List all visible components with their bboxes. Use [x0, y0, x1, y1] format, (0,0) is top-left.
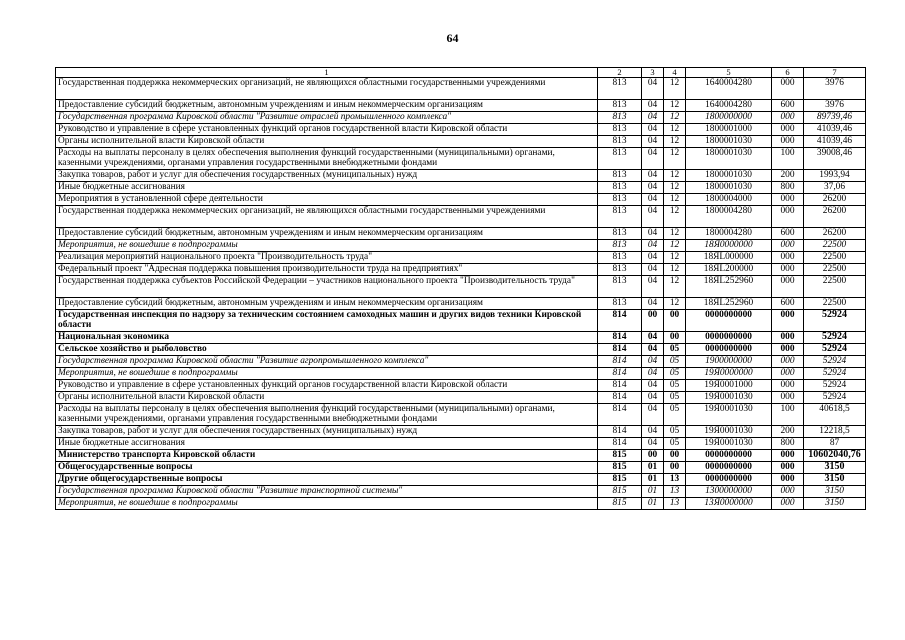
subsection-code-cell: 12 — [664, 124, 686, 136]
section-code-cell: 04 — [642, 380, 664, 392]
amount-cell: 89739,46 — [804, 112, 866, 124]
table-row — [56, 148, 866, 170]
ministry-code-cell: 814 — [598, 344, 642, 356]
ministry-code-cell: 815 — [598, 486, 642, 498]
section-code-cell: 04 — [642, 182, 664, 194]
ministry-code-cell: 814 — [598, 404, 642, 426]
item-name-cell: Мероприятия, не вошедшие в подпрограммы — [56, 240, 598, 252]
ministry-code-cell: 813 — [598, 78, 642, 100]
section-code-cell: 00 — [642, 310, 664, 332]
expense-type-code-cell: 800 — [772, 182, 804, 194]
subsection-code-cell: 05 — [664, 368, 686, 380]
expense-type-code-cell: 200 — [772, 170, 804, 182]
target-item-code-cell: 0000000000 — [686, 450, 772, 462]
table-row — [56, 194, 866, 206]
subsection-code-cell: 12 — [664, 298, 686, 310]
expense-type-code-cell: 000 — [772, 462, 804, 474]
expense-type-code-cell: 000 — [772, 450, 804, 462]
item-name-cell: Органы исполнительной власти Кировской области — [56, 392, 598, 404]
table-row — [56, 206, 866, 228]
section-code-cell: 04 — [642, 206, 664, 228]
amount-cell: 1993,94 — [804, 170, 866, 182]
header-cell: 1 — [56, 68, 598, 78]
target-item-code-cell: 0000000000 — [686, 344, 772, 356]
expense-type-code-cell: 000 — [772, 310, 804, 332]
item-name-cell: Расходы на выплаты персоналу в целях обеспечения выполнения функций государственными (муниципальными) органами, казенными учреждениями, органами управления государственными внебюджетными фондами — [56, 148, 598, 170]
item-name-cell: Национальная экономика — [56, 332, 598, 344]
ministry-code-cell: 813 — [598, 276, 642, 298]
table-row — [56, 100, 866, 112]
table-row — [56, 426, 866, 438]
expense-type-code-cell: 200 — [772, 426, 804, 438]
table-row — [56, 264, 866, 276]
ministry-code-cell: 813 — [598, 170, 642, 182]
amount-cell: 26200 — [804, 194, 866, 206]
amount-cell: 3150 — [804, 498, 866, 510]
target-item-code-cell: 0000000000 — [686, 474, 772, 486]
ministry-code-cell: 813 — [598, 148, 642, 170]
subsection-code-cell: 12 — [664, 228, 686, 240]
subsection-code-cell: 13 — [664, 498, 686, 510]
ministry-code-cell: 814 — [598, 356, 642, 368]
amount-cell: 52924 — [804, 392, 866, 404]
target-item-code-cell: 0000000000 — [686, 332, 772, 344]
subsection-code-cell: 12 — [664, 112, 686, 124]
expense-type-code-cell: 600 — [772, 100, 804, 112]
ministry-code-cell: 814 — [598, 380, 642, 392]
amount-cell: 52924 — [804, 356, 866, 368]
item-name-cell: Предоставление субсидий бюджетным, автономным учреждениям и иным некоммерческим организациям — [56, 298, 598, 310]
target-item-code-cell: 1800001030 — [686, 182, 772, 194]
table-row — [56, 310, 866, 332]
target-item-code-cell: 1640004280 — [686, 100, 772, 112]
header-cell: 7 — [804, 68, 866, 78]
subsection-code-cell: 12 — [664, 206, 686, 228]
table-row — [56, 298, 866, 310]
ministry-code-cell: 813 — [598, 194, 642, 206]
expense-type-code-cell: 000 — [772, 474, 804, 486]
header-cell: 5 — [686, 68, 772, 78]
amount-cell: 3150 — [804, 474, 866, 486]
expense-type-code-cell: 100 — [772, 148, 804, 170]
section-code-cell: 01 — [642, 498, 664, 510]
expense-type-code-cell: 000 — [772, 206, 804, 228]
table-row — [56, 136, 866, 148]
item-name-cell: Руководство и управление в сфере установленных функций органов государственной власти Кировской области — [56, 124, 598, 136]
ministry-code-cell: 813 — [598, 252, 642, 264]
subsection-code-cell: 00 — [664, 310, 686, 332]
item-name-cell: Другие общегосударственные вопросы — [56, 474, 598, 486]
table-row — [56, 332, 866, 344]
item-name-cell: Расходы на выплаты персоналу в целях обеспечения выполнения функций государственными (муниципальными) органами, казенными учреждениями, органами управления государственными внебюджетными фондами — [56, 404, 598, 426]
expense-type-code-cell: 000 — [772, 392, 804, 404]
section-code-cell: 04 — [642, 124, 664, 136]
section-code-cell: 00 — [642, 450, 664, 462]
item-name-cell: Закупка товаров, работ и услуг для обеспечения государственных (муниципальных) нужд — [56, 426, 598, 438]
section-code-cell: 01 — [642, 474, 664, 486]
ministry-code-cell: 813 — [598, 112, 642, 124]
subsection-code-cell: 05 — [664, 392, 686, 404]
table-row — [56, 356, 866, 368]
item-name-cell: Государственная поддержка некоммерческих организаций, не являющихся областными государственными учреждениями — [56, 78, 598, 100]
amount-cell: 52924 — [804, 368, 866, 380]
expense-type-code-cell: 000 — [772, 332, 804, 344]
amount-cell: 52924 — [804, 332, 866, 344]
amount-cell: 22500 — [804, 240, 866, 252]
expense-type-code-cell: 000 — [772, 240, 804, 252]
target-item-code-cell: 18ЯL252960 — [686, 298, 772, 310]
expense-type-code-cell: 000 — [772, 498, 804, 510]
ministry-code-cell: 815 — [598, 498, 642, 510]
amount-cell: 37,06 — [804, 182, 866, 194]
table-row — [56, 462, 866, 474]
expense-type-code-cell: 000 — [772, 344, 804, 356]
section-code-cell: 04 — [642, 112, 664, 124]
item-name-cell: Государственная поддержка субъектов Российской Федерации – участников национального проекта "Производительность труда" — [56, 276, 598, 298]
budget-table — [55, 67, 866, 510]
section-code-cell: 04 — [642, 240, 664, 252]
ministry-code-cell: 815 — [598, 450, 642, 462]
table-body — [56, 68, 866, 510]
target-item-code-cell: 1800001030 — [686, 170, 772, 182]
table-row — [56, 474, 866, 486]
expense-type-code-cell: 000 — [772, 78, 804, 100]
subsection-code-cell: 00 — [664, 450, 686, 462]
table-row — [56, 404, 866, 426]
header-cell: 6 — [772, 68, 804, 78]
target-item-code-cell: 13Я0000000 — [686, 498, 772, 510]
target-item-code-cell: 1800004280 — [686, 206, 772, 228]
section-code-cell: 04 — [642, 252, 664, 264]
item-name-cell: Мероприятия, не вошедшие в подпрограммы — [56, 498, 598, 510]
table-row — [56, 498, 866, 510]
amount-cell: 3150 — [804, 486, 866, 498]
section-code-cell: 04 — [642, 276, 664, 298]
subsection-code-cell: 12 — [664, 136, 686, 148]
item-name-cell: Министерство транспорта Кировской области — [56, 450, 598, 462]
header-cell: 3 — [642, 68, 664, 78]
table-row — [56, 228, 866, 240]
section-code-cell: 04 — [642, 356, 664, 368]
subsection-code-cell: 12 — [664, 170, 686, 182]
table-row — [56, 368, 866, 380]
item-name-cell: Федеральный проект "Адресная поддержка повышения производительности труда на предприятиях" — [56, 264, 598, 276]
item-name-cell: Предоставление субсидий бюджетным, автономным учреждениям и иным некоммерческим организациям — [56, 228, 598, 240]
amount-cell: 41039,46 — [804, 124, 866, 136]
item-name-cell: Иные бюджетные ассигнования — [56, 438, 598, 450]
table-row — [56, 344, 866, 356]
subsection-code-cell: 05 — [664, 344, 686, 356]
subsection-code-cell: 05 — [664, 380, 686, 392]
expense-type-code-cell: 000 — [772, 380, 804, 392]
amount-cell: 3976 — [804, 100, 866, 112]
expense-type-code-cell: 000 — [772, 252, 804, 264]
amount-cell: 52924 — [804, 344, 866, 356]
table-row — [56, 486, 866, 498]
table-row — [56, 182, 866, 194]
subsection-code-cell: 12 — [664, 264, 686, 276]
target-item-code-cell: 1640004280 — [686, 78, 772, 100]
subsection-code-cell: 12 — [664, 100, 686, 112]
section-code-cell: 04 — [642, 426, 664, 438]
target-item-code-cell: 19Я0001030 — [686, 392, 772, 404]
item-name-cell: Государственная программа Кировской области "Развитие отраслей промышленного комплекса" — [56, 112, 598, 124]
header-cell: 4 — [664, 68, 686, 78]
expense-type-code-cell: 600 — [772, 228, 804, 240]
ministry-code-cell: 814 — [598, 332, 642, 344]
item-name-cell: Сельское хозяйство и рыболовство — [56, 344, 598, 356]
ministry-code-cell: 813 — [598, 240, 642, 252]
amount-cell: 22500 — [804, 264, 866, 276]
table-row — [56, 78, 866, 100]
target-item-code-cell: 1800001030 — [686, 148, 772, 170]
table-row — [56, 276, 866, 298]
subsection-code-cell: 05 — [664, 356, 686, 368]
target-item-code-cell: 1800000000 — [686, 112, 772, 124]
subsection-code-cell: 12 — [664, 182, 686, 194]
target-item-code-cell: 1800004000 — [686, 194, 772, 206]
ministry-code-cell: 813 — [598, 136, 642, 148]
amount-cell: 22500 — [804, 298, 866, 310]
amount-cell: 12218,5 — [804, 426, 866, 438]
section-code-cell: 01 — [642, 486, 664, 498]
item-name-cell: Государственная инспекция по надзору за техническим состоянием самоходных машин и других видов техники Кировской области — [56, 310, 598, 332]
ministry-code-cell: 813 — [598, 182, 642, 194]
expense-type-code-cell: 000 — [772, 276, 804, 298]
section-code-cell: 04 — [642, 78, 664, 100]
table-row — [56, 252, 866, 264]
ministry-code-cell: 814 — [598, 426, 642, 438]
item-name-cell: Государственная поддержка некоммерческих организаций, не являющихся областными государственными учреждениями — [56, 206, 598, 228]
subsection-code-cell: 12 — [664, 78, 686, 100]
table-row — [56, 380, 866, 392]
target-item-code-cell: 1800004280 — [686, 228, 772, 240]
expense-type-code-cell: 000 — [772, 112, 804, 124]
amount-cell: 26200 — [804, 228, 866, 240]
target-item-code-cell: 1800001030 — [686, 136, 772, 148]
target-item-code-cell: 18ЯL000000 — [686, 252, 772, 264]
header-cell: 2 — [598, 68, 642, 78]
subsection-code-cell: 00 — [664, 462, 686, 474]
section-code-cell: 04 — [642, 148, 664, 170]
ministry-code-cell: 813 — [598, 124, 642, 136]
item-name-cell: Предоставление субсидий бюджетным, автономным учреждениям и иным некоммерческим организациям — [56, 100, 598, 112]
target-item-code-cell: 0000000000 — [686, 310, 772, 332]
table-header-row — [56, 68, 866, 78]
section-code-cell: 04 — [642, 264, 664, 276]
table-row — [56, 392, 866, 404]
amount-cell: 52924 — [804, 310, 866, 332]
target-item-code-cell: 19Я0001030 — [686, 438, 772, 450]
amount-cell: 3150 — [804, 462, 866, 474]
item-name-cell: Руководство и управление в сфере установленных функций органов государственной власти Кировской области — [56, 380, 598, 392]
section-code-cell: 04 — [642, 136, 664, 148]
amount-cell: 22500 — [804, 276, 866, 298]
ministry-code-cell: 813 — [598, 298, 642, 310]
ministry-code-cell: 813 — [598, 206, 642, 228]
ministry-code-cell: 813 — [598, 100, 642, 112]
section-code-cell: 04 — [642, 170, 664, 182]
expense-type-code-cell: 000 — [772, 486, 804, 498]
expense-type-code-cell: 800 — [772, 438, 804, 450]
table-row — [56, 112, 866, 124]
section-code-cell: 01 — [642, 462, 664, 474]
amount-cell: 41039,46 — [804, 136, 866, 148]
target-item-code-cell: 1300000000 — [686, 486, 772, 498]
subsection-code-cell: 12 — [664, 194, 686, 206]
table-row — [56, 124, 866, 136]
item-name-cell: Органы исполнительной власти Кировской области — [56, 136, 598, 148]
table-row — [56, 240, 866, 252]
expense-type-code-cell: 000 — [772, 368, 804, 380]
section-code-cell: 04 — [642, 392, 664, 404]
section-code-cell: 04 — [642, 368, 664, 380]
subsection-code-cell: 05 — [664, 404, 686, 426]
item-name-cell: Общегосударственные вопросы — [56, 462, 598, 474]
subsection-code-cell: 05 — [664, 438, 686, 450]
amount-cell: 22500 — [804, 252, 866, 264]
expense-type-code-cell: 100 — [772, 404, 804, 426]
subsection-code-cell: 00 — [664, 332, 686, 344]
amount-cell: 26200 — [804, 206, 866, 228]
ministry-code-cell: 814 — [598, 392, 642, 404]
section-code-cell: 04 — [642, 438, 664, 450]
page-number: 64 — [446, 31, 459, 45]
ministry-code-cell: 815 — [598, 462, 642, 474]
subsection-code-cell: 13 — [664, 474, 686, 486]
target-item-code-cell: 18Я0000000 — [686, 240, 772, 252]
target-item-code-cell: 19Я0001000 — [686, 380, 772, 392]
section-code-cell: 04 — [642, 332, 664, 344]
section-code-cell: 04 — [642, 404, 664, 426]
section-code-cell: 04 — [642, 228, 664, 240]
target-item-code-cell: 0000000000 — [686, 462, 772, 474]
item-name-cell: Государственная программа Кировской области "Развитие транспортной системы" — [56, 486, 598, 498]
target-item-code-cell: 19Я0001030 — [686, 426, 772, 438]
ministry-code-cell: 815 — [598, 474, 642, 486]
item-name-cell: Мероприятия в установленной сфере деятельности — [56, 194, 598, 206]
amount-cell: 10602040,76 — [804, 450, 866, 462]
expense-type-code-cell: 000 — [772, 124, 804, 136]
subsection-code-cell: 12 — [664, 148, 686, 170]
section-code-cell: 04 — [642, 344, 664, 356]
section-code-cell: 04 — [642, 298, 664, 310]
target-item-code-cell: 1800001000 — [686, 124, 772, 136]
expense-type-code-cell: 000 — [772, 356, 804, 368]
ministry-code-cell: 813 — [598, 264, 642, 276]
item-name-cell: Государственная программа Кировской области "Развитие агропромышленного комплекса" — [56, 356, 598, 368]
table-row — [56, 438, 866, 450]
amount-cell: 40618,5 — [804, 404, 866, 426]
expense-type-code-cell: 600 — [772, 298, 804, 310]
item-name-cell: Реализация мероприятий национального проекта "Производительность труда" — [56, 252, 598, 264]
table-row — [56, 450, 866, 462]
subsection-code-cell: 12 — [664, 276, 686, 298]
subsection-code-cell: 12 — [664, 252, 686, 264]
amount-cell: 39008,46 — [804, 148, 866, 170]
section-code-cell: 04 — [642, 100, 664, 112]
target-item-code-cell: 19Я0001030 — [686, 404, 772, 426]
subsection-code-cell: 05 — [664, 426, 686, 438]
expense-type-code-cell: 000 — [772, 136, 804, 148]
ministry-code-cell: 813 — [598, 228, 642, 240]
item-name-cell: Мероприятия, не вошедшие в подпрограммы — [56, 368, 598, 380]
subsection-code-cell: 13 — [664, 486, 686, 498]
ministry-code-cell: 814 — [598, 438, 642, 450]
target-item-code-cell: 18ЯL252960 — [686, 276, 772, 298]
target-item-code-cell: 1900000000 — [686, 356, 772, 368]
amount-cell: 87 — [804, 438, 866, 450]
subsection-code-cell: 12 — [664, 240, 686, 252]
table-row — [56, 170, 866, 182]
amount-cell: 3976 — [804, 78, 866, 100]
item-name-cell: Иные бюджетные ассигнования — [56, 182, 598, 194]
expense-type-code-cell: 000 — [772, 264, 804, 276]
target-item-code-cell: 18ЯL200000 — [686, 264, 772, 276]
section-code-cell: 04 — [642, 194, 664, 206]
item-name-cell: Закупка товаров, работ и услуг для обеспечения государственных (муниципальных) нужд — [56, 170, 598, 182]
ministry-code-cell: 814 — [598, 310, 642, 332]
amount-cell: 52924 — [804, 380, 866, 392]
ministry-code-cell: 814 — [598, 368, 642, 380]
expense-type-code-cell: 000 — [772, 194, 804, 206]
target-item-code-cell: 19Я0000000 — [686, 368, 772, 380]
